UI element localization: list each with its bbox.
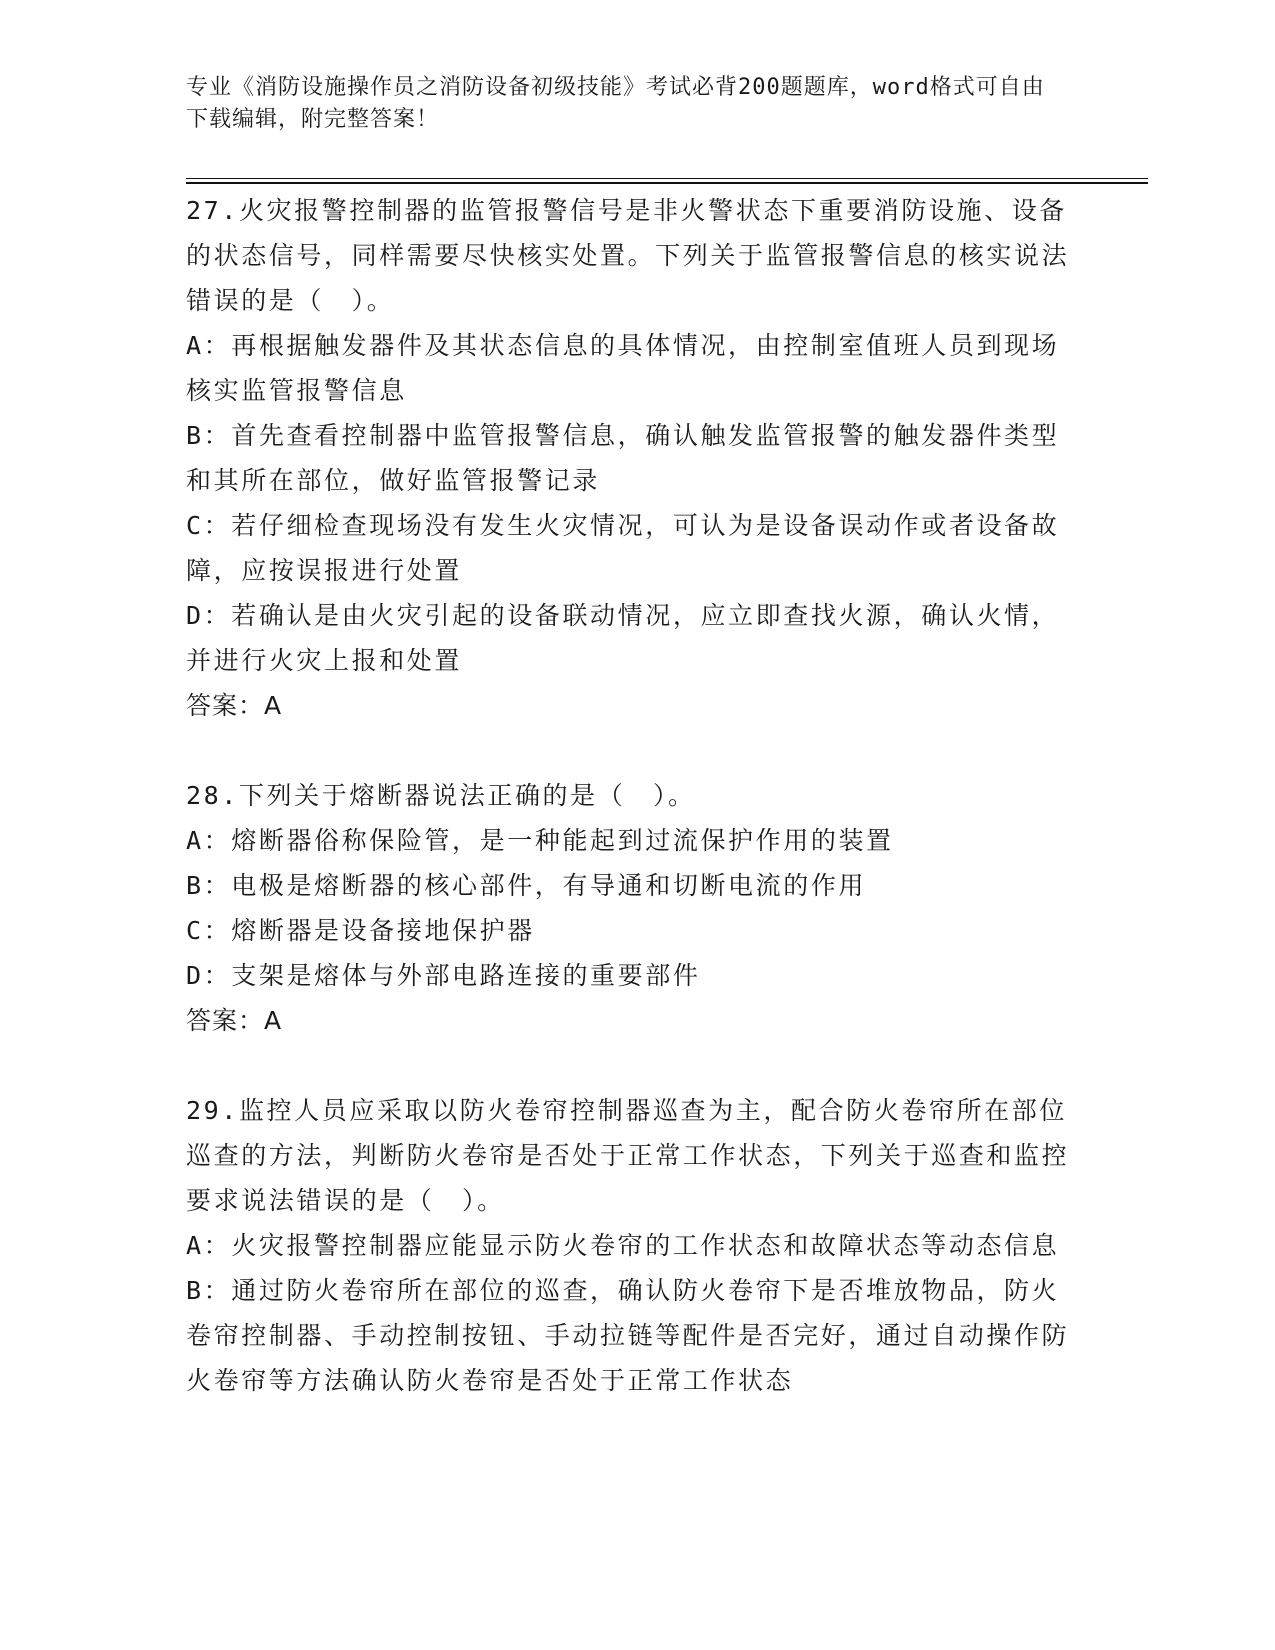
option-a: A：火灾报警控制器应能显示防火卷帘的工作状态和故障状态等动态信息 [186, 1231, 1060, 1260]
question-27 [186, 188, 1086, 728]
option-d: D：支架是熔体与外部电路连接的重要部件 [186, 961, 701, 990]
answer: 答案：A [186, 1006, 283, 1035]
question-stem: 27.火灾报警控制器的监管报警信号是非火警状态下重要消防设施、设备的状态信号，同样需要尽快核实处置。下列关于监管报警信息的核实说法错误的是（ ）。 [186, 196, 1070, 315]
question-stem: 29.监控人员应采取以防火卷帘控制器巡查为主，配合防火卷帘所在部位巡查的方法，判断防火卷帘是否处于正常工作状态，下列关于巡查和监控要求说法错误的是（ ）。 [186, 1096, 1070, 1215]
option-a: A：熔断器俗称保险管，是一种能起到过流保护作用的装置 [186, 826, 894, 855]
option-b: B：电极是熔断器的核心部件，有导通和切断电流的作用 [186, 871, 867, 900]
option-d: D：若确认是由火灾引起的设备联动情况，应立即查找火源，确认火情，并进行火灾上报和处置 [186, 601, 1060, 675]
question-gap [186, 1043, 1086, 1088]
header-rule-thin [186, 178, 1148, 179]
header-rule-thick [186, 182, 1148, 184]
option-b: B：首先查看控制器中监管报警信息，确认触发监管报警的触发器件类型和其所在部位，做好监管报警记录 [186, 421, 1060, 495]
option-a: A：再根据触发器件及其状态信息的具体情况，由控制室值班人员到现场核实监管报警信息 [186, 331, 1060, 405]
answer: 答案：A [186, 691, 283, 720]
question-28 [186, 773, 1086, 1043]
question-gap [186, 728, 1086, 773]
question-list [186, 188, 1086, 1403]
question-stem: 28.下列关于熔断器说法正确的是（ ）。 [186, 781, 696, 810]
option-b: B：通过防火卷帘所在部位的巡查，确认防火卷帘下是否堆放物品，防火卷帘控制器、手动控制按钮、手动拉链等配件是否完好，通过自动操作防火卷帘等方法确认防火卷帘是否处于正常工作状态 [186, 1276, 1070, 1395]
option-c: C：若仔细检查现场没有发生火灾情况，可认为是设备误动作或者设备故障，应按误报进行处置 [186, 511, 1060, 585]
question-29 [186, 1088, 1086, 1403]
page-header: 专业《消防设施操作员之消防设备初级技能》考试必背200题题库，word格式可自由下载编辑，附完整答案！ [186, 75, 1045, 132]
option-c: C：熔断器是设备接地保护器 [186, 916, 535, 945]
